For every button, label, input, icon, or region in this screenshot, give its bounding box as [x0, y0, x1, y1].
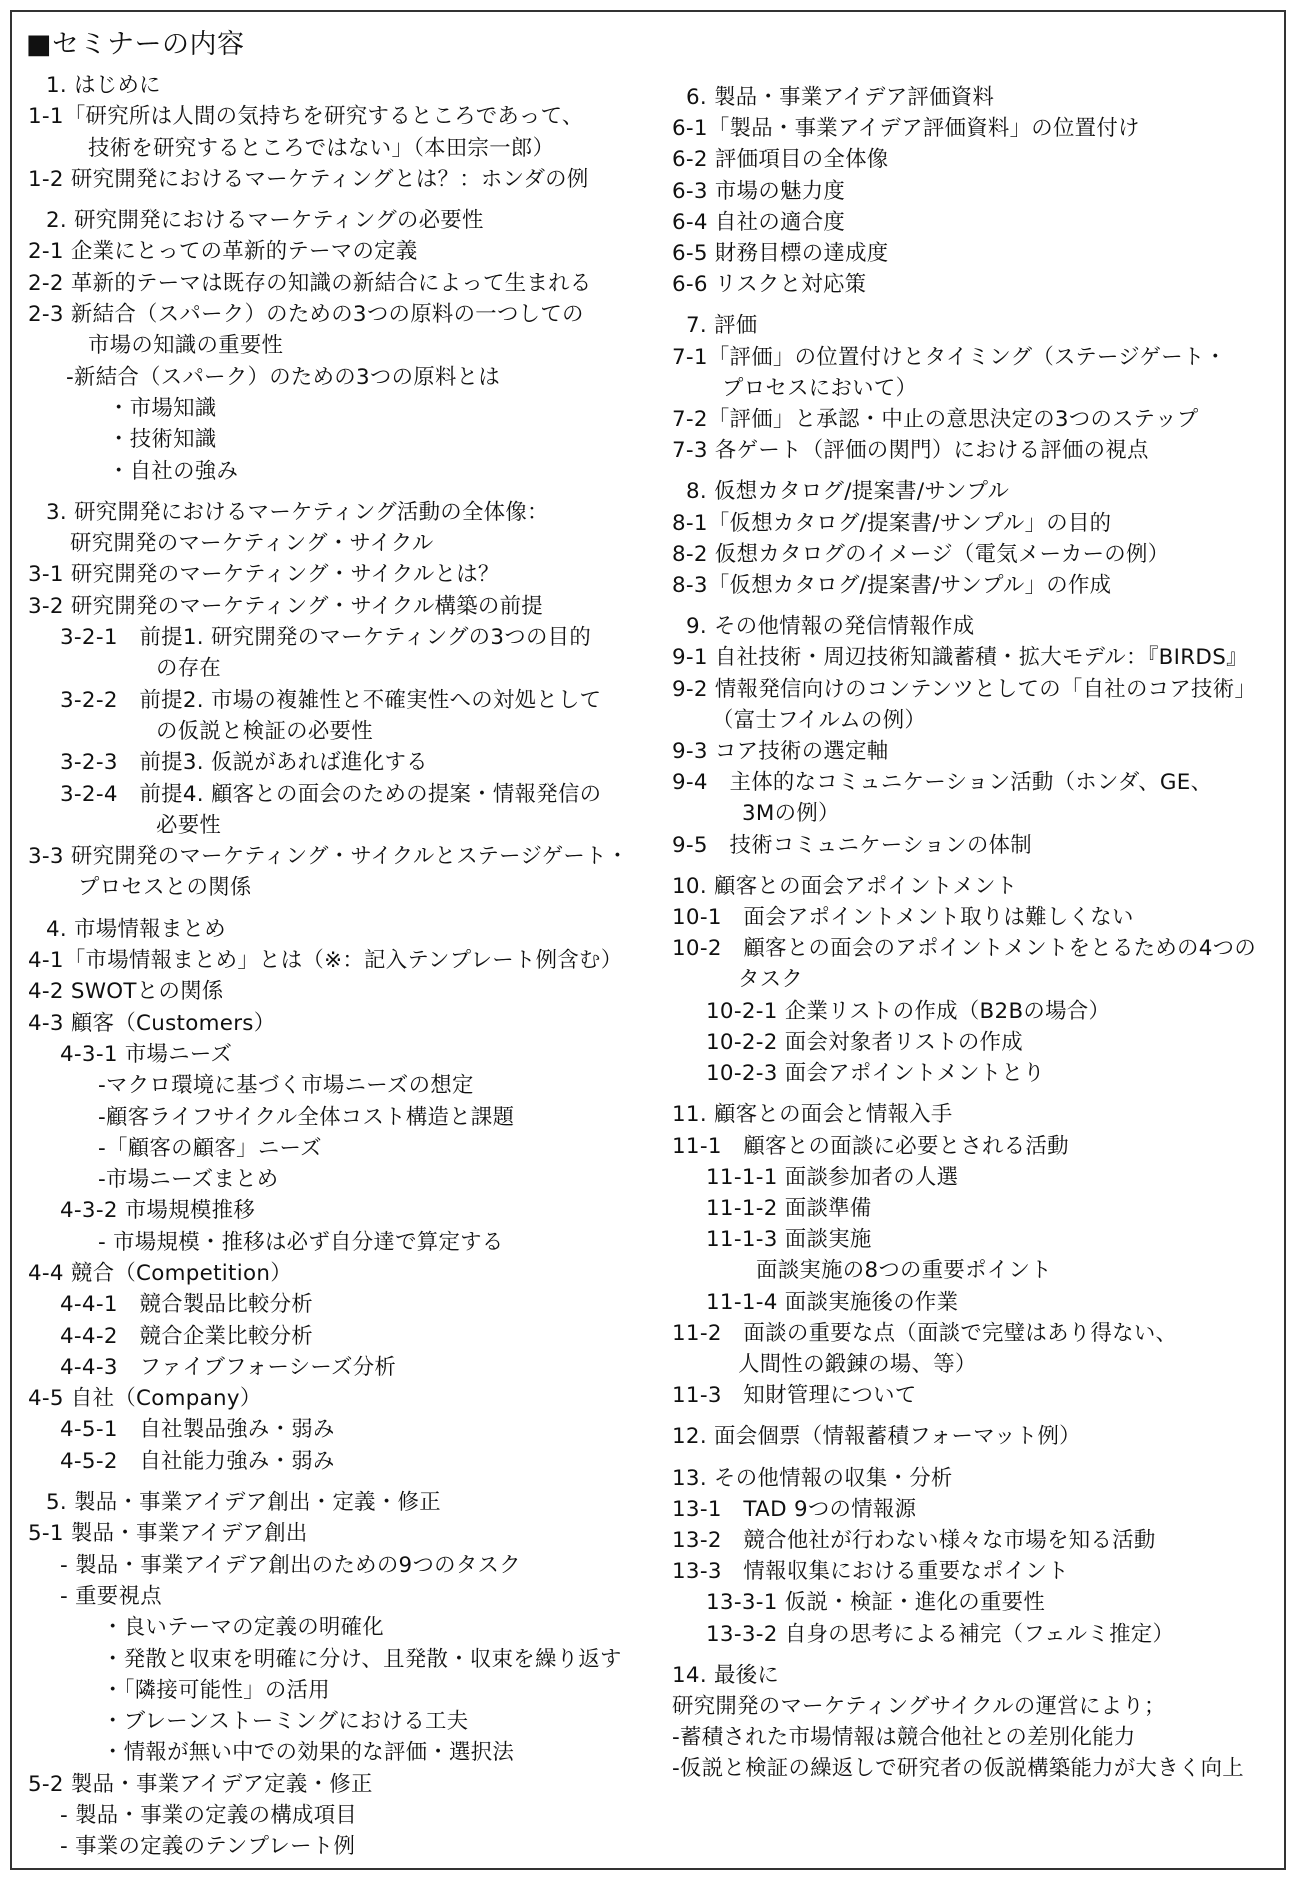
section-gap — [672, 601, 1292, 611]
outline-line: 13-1 TAD 9つの情報源 — [672, 1496, 917, 1522]
outline-line: 6-2 評価項目の全体像 — [672, 147, 889, 173]
outline-line: 3-3 研究開発のマーケティング・サイクルとステージゲート・ — [28, 844, 629, 870]
outline-line: 11-1-1 面談参加者の人選 — [706, 1164, 959, 1190]
outline-line: 10-2 顧客との面会のアポイントメントをとるための4つの — [672, 936, 1257, 962]
section-gap — [672, 1650, 1292, 1660]
outline-line: 10-2-3 面会アポイントメントとり — [706, 1061, 1045, 1087]
outline-left-column — [28, 70, 668, 1863]
outline-line: 7. 評価 — [686, 313, 758, 339]
outline-line: 9-2 情報発信向けのコンテンツとしての「自社のコア技術」 — [672, 676, 1257, 702]
outline-line: 6-1「製品・事業アイデア評価資料」の位置付け — [672, 116, 1140, 142]
outline-line: 9-5 技術コミュニケーションの体制 — [672, 832, 1032, 858]
outline-line: 4-5-2 自社能力強み・弱み — [60, 1448, 335, 1474]
outline-line: 研究開発のマーケティング・サイクル — [70, 531, 434, 557]
outline-line: -「顧客の顧客」ニーズ — [98, 1135, 322, 1161]
outline-line: 4-4-2 競合企業比較分析 — [60, 1323, 313, 1349]
outline-line: 4-3-2 市場規模推移 — [60, 1198, 256, 1224]
outline-line: 6-3 市場の魅力度 — [672, 178, 846, 204]
outline-line: 9. その他情報の発信情報作成 — [686, 614, 975, 640]
section-gap — [28, 487, 668, 497]
outline-line: 1-2 研究開発におけるマーケティングとは？：ホンダの例 — [28, 166, 589, 192]
outline-line: 7-3 各ゲート（評価の関門）における評価の視点 — [672, 438, 1149, 464]
outline-line: 11-1-3 面談実施 — [706, 1227, 872, 1253]
outline-line: 13. その他情報の収集・分析 — [672, 1465, 953, 1491]
outline-line: - 事業の定義のテンプレート例 — [60, 1834, 356, 1860]
outline-line: 2-3 新結合（スパーク）のための3つの原料の一つしての — [28, 302, 584, 328]
outline-line: 9-4 主体的なコミュニケーション活動（ホンダ、GE、 — [672, 770, 1213, 796]
outline-line: 6. 製品・事業アイデア評価資料 — [686, 85, 995, 110]
outline-line: 10-2-1 企業リストの作成（B2Bの場合） — [706, 998, 1111, 1024]
outline-line: 6-4 自社の適合度 — [672, 209, 846, 235]
outline-line: ・技術知識 — [108, 427, 217, 453]
outline-line: 8. 仮想カタログ/提案書/サンプル — [686, 479, 1010, 505]
outline-line: -市場ニーズまとめ — [98, 1167, 279, 1193]
outline-line: 研究開発のマーケティングサイクルの運営により； — [672, 1693, 1166, 1719]
outline-line: 13-3 情報収集における重要なポイント — [672, 1559, 1069, 1585]
outline-line: 13-3-1 仮説・検証・進化の重要性 — [706, 1590, 1046, 1616]
outline-line: 4-3 顧客（Customers） — [28, 1010, 276, 1036]
outline-line: 10-1 面会アポイントメント取りは難しくない — [672, 905, 1134, 931]
outline-line: 5. 製品・事業アイデア創出・定義・修正 — [46, 1490, 441, 1516]
outline-line: 4-5 自社（Company） — [28, 1386, 262, 1412]
outline-line: 9-1 自社技術・周辺技術知識蓄積・拡大モデル：『BIRDS』 — [672, 645, 1248, 671]
outline-line: 10. 顧客との面会アポイントメント — [672, 873, 1018, 899]
outline-line: 2-1 企業にとっての革新的テーマの定義 — [28, 239, 418, 265]
section-gap — [672, 466, 1292, 476]
outline-line: ・情報が無い中での効果的な評価・選択法 — [102, 1740, 515, 1766]
outline-line: 4-1「市場情報まとめ」とは（※：記入テンプレート例含む） — [28, 948, 623, 974]
section-gap — [28, 904, 668, 914]
outline-line: 3-2-3 前提3. 仮説があれば進化する — [60, 750, 428, 776]
outline-line: 3-2-1 前提1. 研究開発のマーケティングの3つの目的 — [60, 625, 592, 651]
outline-line: - 重要視点 — [60, 1583, 162, 1609]
outline-line: 13-3-2 自身の思考による補完（フェルミ推定） — [706, 1621, 1175, 1647]
outline-line: ・ブレーンストーミングにおける工夫 — [102, 1709, 469, 1735]
outline-line: 1. はじめに — [46, 73, 161, 98]
outline-line: -顧客ライフサイクル全体コスト構造と課題 — [98, 1104, 515, 1130]
outline-line: 3Mの例） — [742, 801, 840, 827]
outline-line: 10-2-2 面会対象者リストの作成 — [706, 1029, 1023, 1055]
section-gap — [672, 1453, 1292, 1463]
outline-line: ・「隣接可能性」の活用 — [102, 1677, 330, 1703]
outline-line: 2-2 革新的テーマは既存の知識の新結合によって生まれる — [28, 270, 592, 296]
outline-line: 11-1 顧客との面談に必要とされる活動 — [672, 1133, 1069, 1159]
outline-line: - 製品・事業の定義の構成項目 — [60, 1803, 358, 1829]
outline-line: 3-1 研究開発のマーケティング・サイクルとは？ — [28, 562, 500, 588]
outline-line: 3-2-2 前提2. 市場の複雑性と不確実性への対処として — [60, 687, 602, 713]
outline-line: 4-3-1 市場ニーズ — [60, 1041, 233, 1067]
outline-line: 3-2-4 前提4. 顧客との面会のための提案・情報発信の — [60, 781, 602, 807]
outline-line: プロセスとの関係 — [78, 875, 252, 901]
outline-line: 6-5 財務目標の達成度 — [672, 241, 889, 267]
outline-line: 4. 市場情報まとめ — [46, 916, 226, 942]
outline-line: -蓄積された市場情報は競合他社との差別化能力 — [672, 1725, 1136, 1751]
seminar-outline-frame — [10, 10, 1286, 1870]
outline-line: 9-3 コア技術の選定軸 — [672, 739, 889, 765]
outline-line: 人間性の鍛錬の場、等） — [738, 1351, 977, 1377]
section-gap — [672, 861, 1292, 871]
section-gap — [28, 195, 668, 205]
outline-line: の存在 — [156, 656, 222, 682]
outline-line: 5-2 製品・事業アイデア定義・修正 — [28, 1771, 373, 1797]
outline-line: 11-1-2 面談準備 — [706, 1195, 872, 1221]
outline-line: ・発散と収束を明確に分け、且発散・収束を繰り返す — [102, 1646, 622, 1672]
outline-line: プロセスにおいて） — [722, 375, 918, 401]
section-gap — [672, 300, 1292, 310]
outline-line: 7-2「評価」と承認・中止の意思決定の3つのステップ — [672, 407, 1199, 433]
outline-line: -仮説と検証の繰返しで研究者の仮説構築能力が大きく向上 — [672, 1756, 1244, 1782]
outline-line: 12. 面会個票（情報蓄積フォーマット例） — [672, 1424, 1081, 1450]
outline-line: 4-4-3 ファイブフォーシーズ分析 — [60, 1354, 397, 1380]
outline-line: 4-5-1 自社製品強み・弱み — [60, 1417, 335, 1443]
outline-line: - 製品・事業アイデア創出のための9つのタスク — [60, 1552, 521, 1578]
outline-line: 4-2 SWOTとの関係 — [28, 979, 224, 1005]
section-gap — [672, 1411, 1292, 1421]
outline-line: 面談実施の8つの重要ポイント — [756, 1258, 1052, 1284]
outline-line: 技術を研究するところではない」（本田宗一郎） — [88, 135, 555, 161]
outline-line: -新結合（スパーク）のための3つの原料とは — [66, 364, 501, 390]
outline-line: ・良いテーマの定義の明確化 — [102, 1615, 384, 1641]
outline-line: 3. 研究開発におけるマーケティング活動の全体像： — [46, 499, 549, 525]
outline-line: 8-3「仮想カタログ/提案書/サンプル」の作成 — [672, 573, 1112, 599]
outline-line: 4-4-1 競合製品比較分析 — [60, 1292, 313, 1318]
outline-line: の仮説と検証の必要性 — [156, 718, 373, 744]
outline-line: 11-3 知財管理について — [672, 1383, 917, 1409]
outline-line: 1-1「研究所は人間の気持ちを研究するところであって、 — [28, 104, 584, 130]
outline-line: ・自社の強み — [108, 458, 239, 484]
outline-line: 5-1 製品・事業アイデア創出 — [28, 1521, 308, 1547]
outline-line: 11. 顧客との面会と情報入手 — [672, 1102, 953, 1128]
outline-line: -マクロ環境に基づく市場ニーズの想定 — [98, 1073, 474, 1099]
outline-right-column — [672, 82, 1292, 1785]
outline-line: 4-4 競合（Competition） — [28, 1260, 292, 1286]
outline-line: 2. 研究開発におけるマーケティングの必要性 — [46, 208, 484, 234]
outline-line: 8-1「仮想カタログ/提案書/サンプル」の目的 — [672, 510, 1112, 536]
outline-line: 11-1-4 面談実施後の作業 — [706, 1289, 959, 1315]
section-gap — [28, 1477, 668, 1487]
section-gap — [672, 1089, 1292, 1099]
outline-line: 14. 最後に — [672, 1662, 780, 1688]
outline-line: 6-6 リスクと対応策 — [672, 272, 867, 298]
outline-line: - 市場規模・推移は必ず自分達で算定する — [98, 1229, 504, 1255]
outline-line: 3-2 研究開発のマーケティング・サイクル構築の前提 — [28, 593, 543, 619]
page-title: ■セミナーの内容 — [26, 29, 245, 60]
outline-line: 11-2 面談の重要な点（面談で完璧はあり得ない、 — [672, 1320, 1178, 1346]
outline-line: 8-2 仮想カタログのイメージ（電気メーカーの例） — [672, 541, 1170, 567]
outline-line: ・市場知識 — [108, 395, 217, 421]
outline-line: 7-1「評価」の位置付けとタイミング（ステージゲート・ — [672, 344, 1227, 370]
outline-line: 13-2 競合他社が行わない様々な市場を知る活動 — [672, 1527, 1156, 1553]
outline-line: 市場の知識の重要性 — [88, 333, 284, 359]
outline-line: 必要性 — [156, 812, 222, 838]
outline-line: タスク — [738, 967, 804, 993]
outline-line: （富士フイルムの例） — [712, 707, 927, 733]
